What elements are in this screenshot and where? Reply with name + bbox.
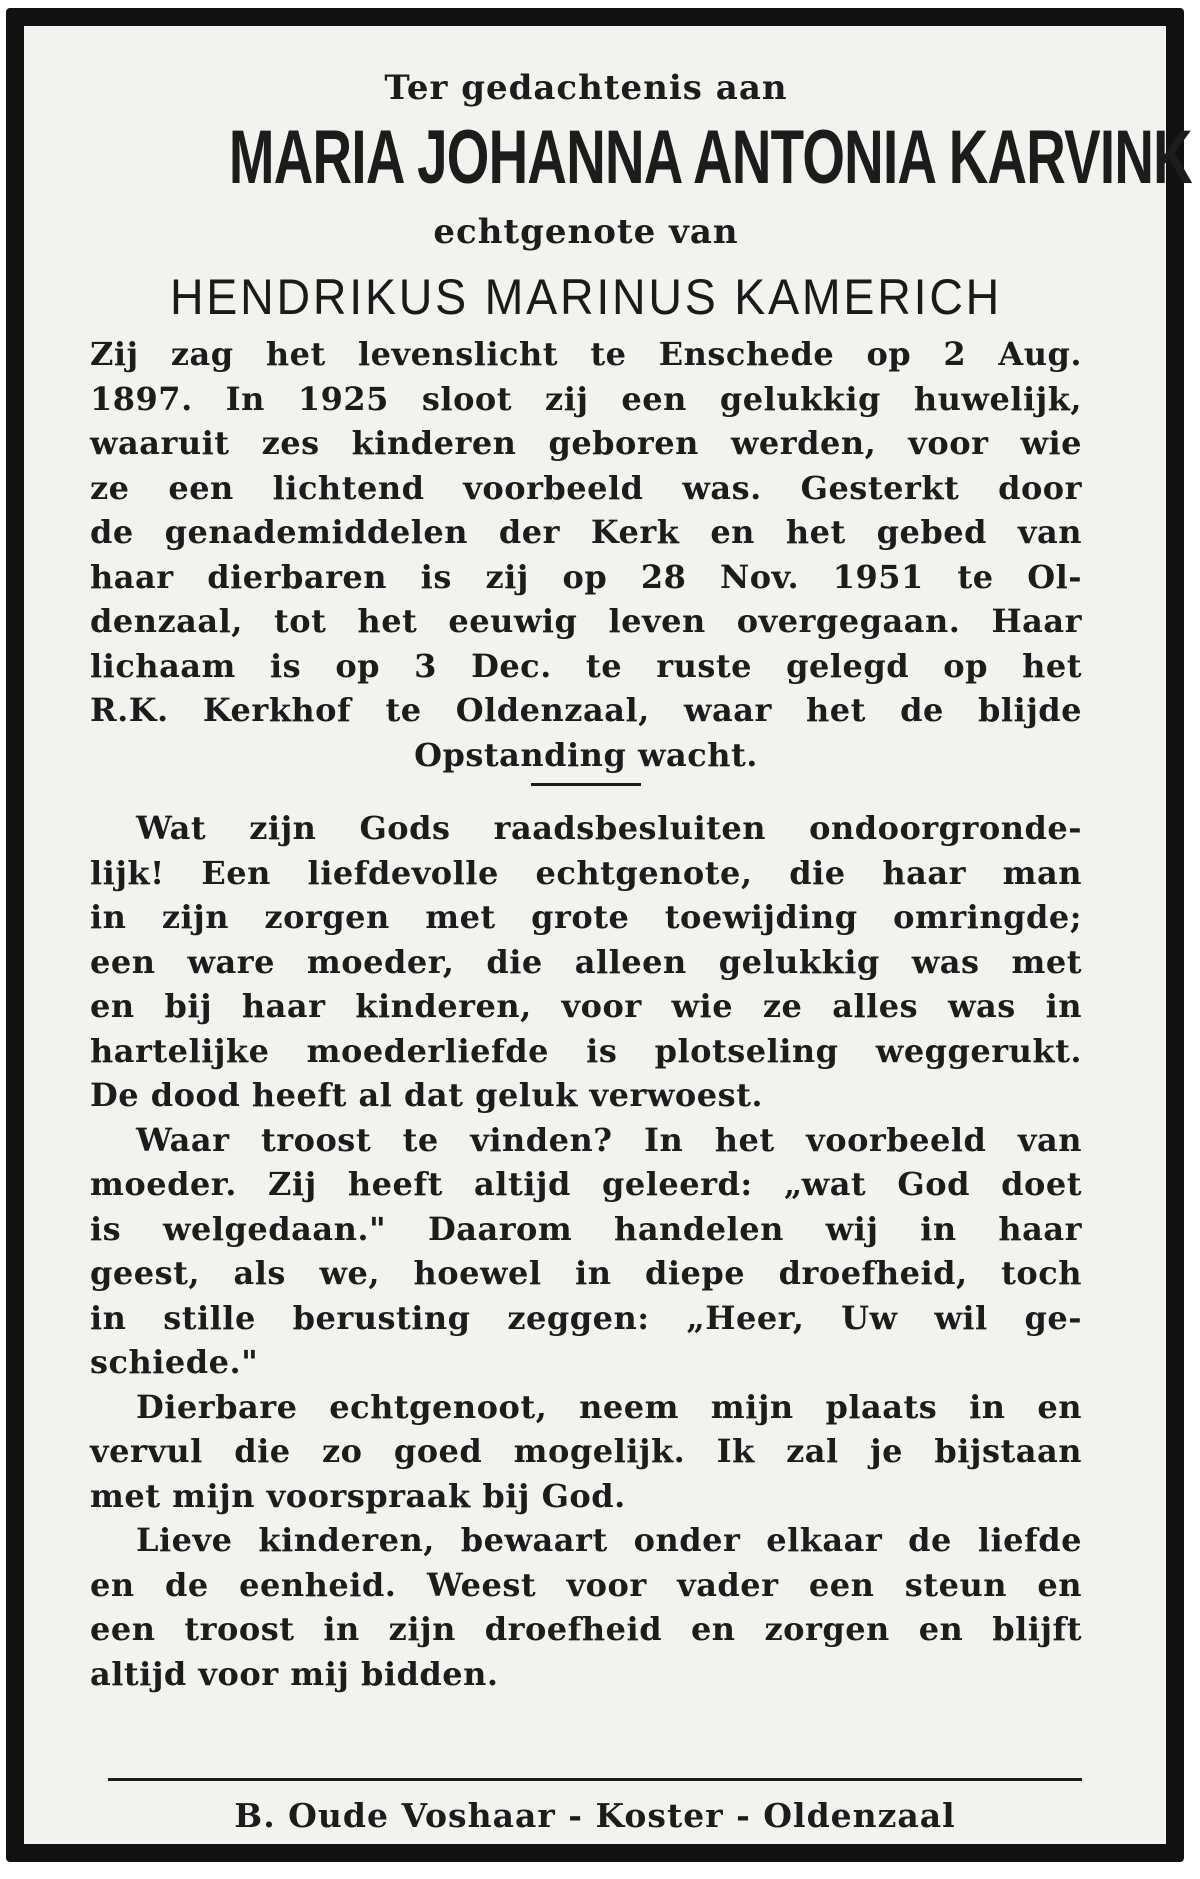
biography-line: haar dierbaren is zij op 28 Nov. 1951 te Ol-	[90, 557, 1082, 596]
reflection-line: is welgedaan." Daarom handelen wij in haar	[90, 1209, 1082, 1248]
reflection-line: in zijn zorgen met grote toewijding omringde;	[90, 898, 1082, 936]
section-divider	[531, 783, 641, 786]
reflection-line: De dood heeft al dat geluk verwoest.	[90, 1076, 764, 1114]
reflection-line: hartelijke moederliefde is plotseling weggerukt.	[90, 1031, 1082, 1070]
printer-credit: B. Oude Voshaar - Koster - Oldenzaal	[234, 1796, 956, 1835]
biography-line: R.K. Kerkhof te Oldenzaal, waar het de blijde	[90, 691, 1082, 729]
biography-line: de genademiddelen der Kerk en het gebed van	[90, 513, 1082, 551]
spouse-intro-text: echtgenote van	[433, 212, 739, 252]
biography-line: Zij zag het levenslicht te Enschede op 2 Aug.	[90, 335, 1082, 373]
reflection-line: geest, als we, hoewel in diepe droefheid, toch	[90, 1254, 1082, 1292]
reflection-line: vervul die zo goed mogelijk. Ik zal je bijstaan	[90, 1432, 1082, 1470]
reflection-line: schiede."	[90, 1343, 259, 1381]
intro-text: Ter gedachtenis aan	[384, 68, 788, 108]
biography-line: Opstanding wacht.	[414, 735, 758, 774]
reflection-line: moeder. Zij heeft altijd geleerd: „wat God doet	[90, 1165, 1082, 1203]
biography-line: ze een lichtend voorbeeld was. Gesterkt door	[90, 468, 1082, 507]
reflection-line: altijd voor mij bidden.	[90, 1654, 499, 1693]
footer-divider	[108, 1778, 1082, 1781]
biography-line: denzaal, tot het eeuwig leven overgegaan. Haar	[90, 602, 1082, 640]
reflection-line: Lieve kinderen, bewaart onder elkaar de liefde	[136, 1521, 1082, 1559]
reflection-line: Dierbare echtgenoot, neem mijn plaats in en	[136, 1387, 1082, 1426]
reflection-line: en de eenheid. Weest voor vader een steun en	[90, 1565, 1082, 1604]
card-content	[90, 66, 1192, 1696]
biography-line: 1897. In 1925 sloot zij een gelukkig huwelijk,	[90, 379, 1082, 418]
reflection-line: een troost in zijn droefheid en zorgen en blijft	[90, 1610, 1082, 1648]
deceased-name: MARIA JOHANNA ANTONIA KARVINK	[228, 115, 1192, 200]
biography-paragraph	[90, 332, 1082, 777]
reflection-paragraph-1	[90, 806, 1082, 1118]
biography-line: waaruit zes kinderen geboren werden, voor wie	[90, 424, 1082, 462]
spouse-name: HENDRIKUS MARINUS KAMERICH	[169, 269, 1003, 325]
reflection-line: en bij haar kinderen, voor wie ze alles was in	[90, 987, 1082, 1025]
reflection-line: een ware moeder, die alleen gelukkig was met	[90, 942, 1082, 981]
biography-line: lichaam is op 3 Dec. te ruste gelegd op het	[90, 646, 1082, 685]
memorial-card	[6, 8, 1192, 1862]
reflection-paragraph-4	[90, 1518, 1082, 1696]
reflection-paragraph-3	[90, 1385, 1082, 1519]
reflection-line: in stille berusting zeggen: „Heer, Uw wil ge-	[90, 1298, 1082, 1337]
reflection-line: lijk! Een liefdevolle echtgenote, die haar man	[90, 853, 1082, 892]
reflection-line: Wat zijn Gods raadsbesluiten ondoorgronde-	[136, 809, 1082, 847]
reflection-line: Waar troost te vinden? In het voorbeeld van	[136, 1120, 1082, 1159]
reflection-line: met mijn voorspraak bij God.	[90, 1476, 626, 1515]
reflection-paragraph-2	[90, 1118, 1082, 1385]
